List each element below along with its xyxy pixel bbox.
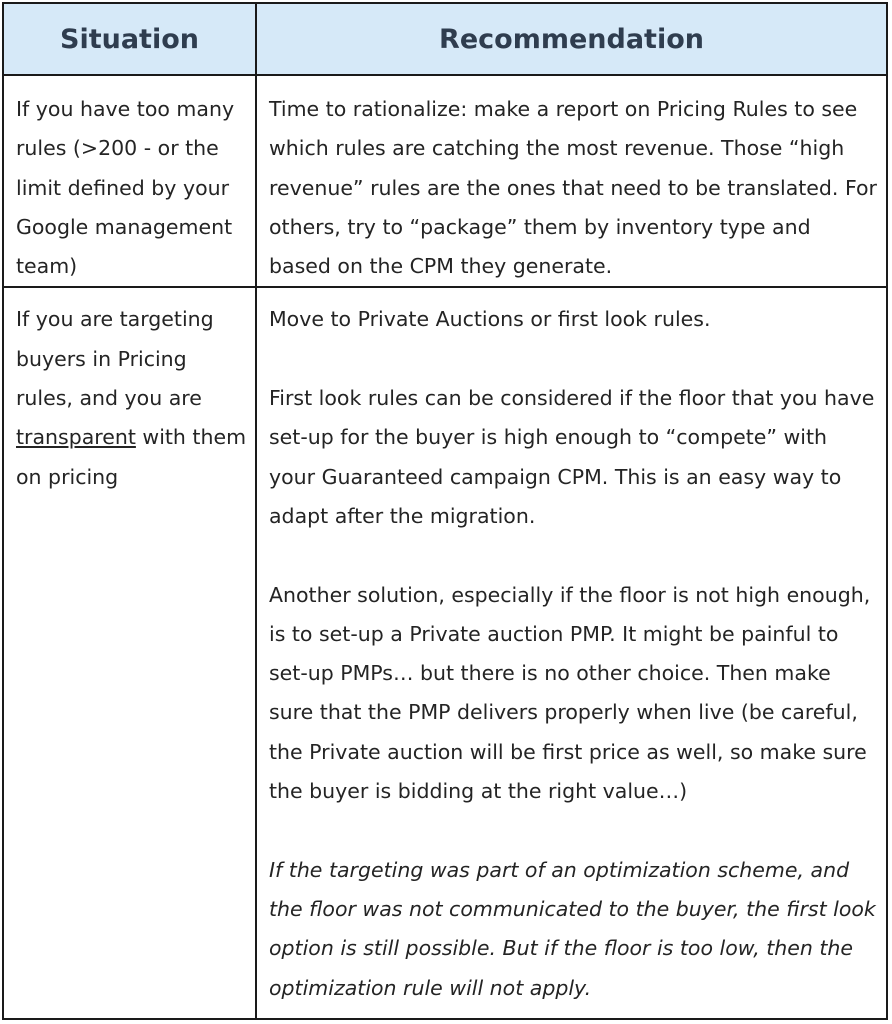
table-row bbox=[4, 287, 886, 1018]
situation-cell bbox=[4, 75, 256, 287]
recommendation-paragraph: First look rules can be considered if the floor that you have set-up for the buyer is high enough to “compete” with your Guaranteed campaign CPM. This is an easy way to adapt after the migration. bbox=[269, 386, 875, 528]
header-recommendation: Recommendation bbox=[256, 4, 886, 75]
situation-cell bbox=[4, 287, 256, 1018]
header-row bbox=[4, 4, 886, 75]
situation-text: If you have too many rules (>200 - or the limit defined by your Google management team) bbox=[16, 97, 235, 279]
paragraph-spacer bbox=[269, 811, 878, 850]
recommendation-paragraph: Move to Private Auctions or first look rules. bbox=[269, 307, 711, 332]
recommendation-paragraph: Another solution, especially if the floor is not high enough, is to set-up a Private auction PMP. It might be painful to set-up PMPs… but there is no other choice. Then make sure that the PMP delivers properly when live (be careful, the Private auction will be first price as well, so make sure the buyer is bidding at the right value…) bbox=[269, 582, 871, 804]
recommendation-cell bbox=[256, 287, 886, 1018]
situation-text bbox=[16, 300, 247, 496]
transparent-link[interactable]: transparent bbox=[16, 425, 136, 450]
table bbox=[4, 4, 886, 1018]
table-row bbox=[4, 75, 886, 287]
recommendation-cell bbox=[256, 75, 886, 287]
situation-text-end: with them on pricing bbox=[16, 425, 247, 489]
paragraph-spacer bbox=[269, 340, 878, 379]
recommendation-table bbox=[2, 2, 888, 1020]
header-situation: Situation bbox=[4, 4, 256, 75]
recommendation-text: Time to rationalize: make a report on Pricing Rules to see which rules are catching the most revenue. Those “high revenue” rules are the ones that need to be translated. For others, try to “package” them by inventory type and based on the CPM they generate. bbox=[269, 97, 877, 279]
recommendation-note: If the targeting was part of an optimization scheme, and the floor was not communicated to the buyer, the first look option is still possible. But if the floor is too low, then the optimization rule will not apply. bbox=[269, 857, 876, 1000]
situation-text-start: If you are targeting buyers in Pricing rules, and you are bbox=[16, 307, 214, 411]
paragraph-spacer bbox=[269, 536, 878, 575]
